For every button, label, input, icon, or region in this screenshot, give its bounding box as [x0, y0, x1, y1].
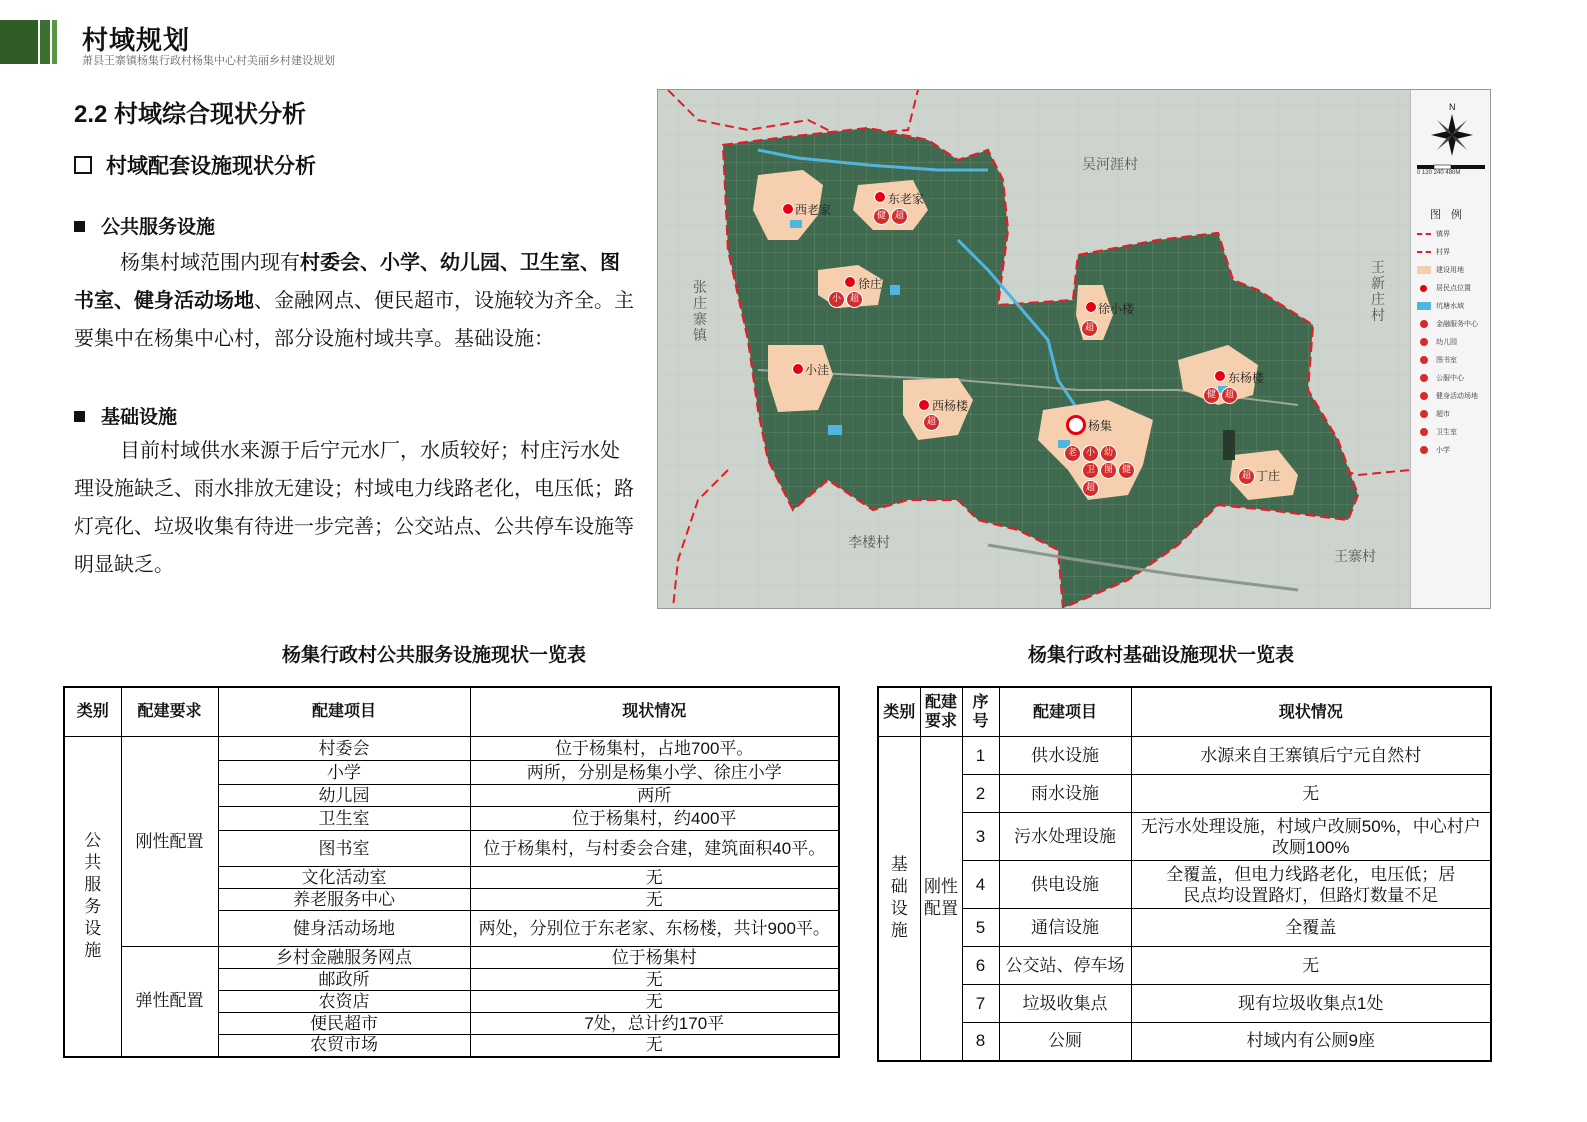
item-cell: 乡村金融服务网点	[218, 947, 470, 969]
number-cell: 5	[962, 909, 999, 947]
status-cell: 无	[470, 867, 839, 889]
section-heading: 2.2 村域综合现状分析	[74, 101, 307, 128]
status-cell: 无	[470, 1035, 839, 1057]
map-label-wangzhai: 王寨村	[1334, 549, 1376, 565]
public-table-title: 杨集行政村公共服务设施现状一览表	[282, 645, 587, 666]
market-icon: 超	[1081, 320, 1098, 337]
map-label-donglaojia: 东老家	[888, 192, 925, 206]
legend-item-fitness: 健身活动场地	[1417, 392, 1478, 402]
village-map	[657, 89, 1491, 609]
table-row	[64, 947, 839, 969]
table-row	[878, 861, 1491, 909]
status-cell: 现有垃圾收集点1处	[1131, 985, 1491, 1023]
legend-item-kindergarten: 幼儿园	[1417, 338, 1457, 348]
settlement-pin	[792, 363, 804, 375]
page-title: 村域规划	[82, 25, 191, 55]
map-canvas	[658, 90, 1410, 608]
item-cell: 供电设施	[999, 861, 1131, 909]
infra-table-title: 杨集行政村基础设施现状一览表	[1028, 645, 1295, 666]
settlement-pin	[1085, 301, 1097, 313]
requirement-cell: 刚性配置	[121, 737, 218, 947]
map-label-xilaojia: 西老家	[795, 203, 832, 217]
table-row	[878, 1023, 1491, 1061]
item-cell: 小学	[218, 761, 470, 785]
map-label-yangji: 杨集	[1088, 419, 1113, 433]
settlement-pin	[844, 276, 856, 288]
status-cell: 无	[1131, 947, 1491, 985]
public-services-heading-text: 公共服务设施	[101, 217, 216, 238]
legend-item-public-center: 公服中心	[1417, 374, 1464, 384]
market-icon: 超	[1082, 480, 1099, 497]
item-cell: 农资店	[218, 991, 470, 1013]
school-icon: 小	[1082, 445, 1099, 462]
status-cell: 村域内有公厕9座	[1131, 1023, 1491, 1061]
requirement-cell: 刚性配置	[920, 737, 962, 1061]
item-cell: 图书室	[218, 831, 470, 867]
pond	[828, 425, 842, 435]
sub-heading	[74, 150, 316, 180]
scale-text: 0 120 240 480M	[1417, 170, 1461, 176]
map-label-dongyanglou: 东杨楼	[1228, 371, 1265, 385]
table-row	[64, 737, 839, 761]
item-cell: 邮政所	[218, 969, 470, 991]
map-label-xiaowa: 小洼	[805, 363, 830, 377]
status-cell: 水源来自王寨镇后宁元自然村	[1131, 737, 1491, 775]
legend-item-village-boundary: 村界	[1417, 248, 1450, 258]
fitness-icon: 健	[1118, 462, 1135, 479]
pond	[890, 285, 900, 295]
header-category: 类别	[64, 687, 121, 737]
fitness-icon: 健	[873, 208, 890, 225]
bullet-square-icon	[74, 411, 85, 422]
table-row	[878, 775, 1491, 813]
header-status: 现状情况	[470, 687, 839, 737]
settlement-pin	[782, 203, 794, 215]
dark-plot	[1223, 430, 1235, 460]
map-label-wuhe: 吴河涯村	[1082, 157, 1138, 173]
item-cell: 垃圾收集点	[999, 985, 1131, 1023]
header-category: 类别	[878, 687, 920, 737]
legend-item-school: 小学	[1417, 446, 1450, 456]
public-services-table	[63, 686, 840, 1058]
map-legend-panel	[1410, 90, 1491, 608]
status-cell: 无	[470, 889, 839, 911]
map-label-wangxinzhuang: 王新庄村	[1371, 260, 1385, 324]
header-requirement: 配建要求	[121, 687, 218, 737]
number-cell: 3	[962, 813, 999, 861]
elderly-icon: 老	[1064, 445, 1081, 462]
status-cell: 两处，分别位于东老家、东杨楼，共计900平。	[470, 911, 839, 947]
map-label-lilou: 李楼村	[848, 535, 890, 551]
table-row	[878, 909, 1491, 947]
status-cell: 7处，总计约170平	[470, 1013, 839, 1035]
item-cell: 公交站、停车场	[999, 947, 1131, 985]
header-status: 现状情况	[1131, 687, 1491, 737]
item-cell: 便民超市	[218, 1013, 470, 1035]
market-icon: 超	[923, 414, 940, 431]
map-label-xuxiaolou: 徐小楼	[1098, 302, 1135, 316]
item-cell: 通信设施	[999, 909, 1131, 947]
status-cell: 位于杨集村，与村委会合建，建筑面积40平。	[470, 831, 839, 867]
item-cell: 污水处理设施	[999, 813, 1131, 861]
table-row	[878, 985, 1491, 1023]
page-subtitle: 萧县王寨镇杨集行政村杨集中心村美丽乡村建设规划	[82, 55, 335, 67]
infrastructure-heading-text: 基础设施	[101, 407, 178, 428]
infrastructure-heading	[74, 402, 177, 429]
public-services-text-bold: 村委会、小学、幼儿园、卫生室、图书室、健身活动场地	[74, 252, 620, 312]
market-icon: 超	[1238, 468, 1255, 485]
header-item: 配建项目	[999, 687, 1131, 737]
clinic-icon: 卫	[1082, 462, 1099, 479]
fitness-icon: 健	[1203, 387, 1220, 404]
status-cell: 位于杨集村，约400平	[470, 807, 839, 831]
legend-item-clinic: 卫生室	[1417, 428, 1457, 438]
number-cell: 2	[962, 775, 999, 813]
status-cell: 无	[1131, 775, 1491, 813]
header-requirement: 配建要求	[920, 687, 962, 737]
category-cell: 公共服务设施	[64, 737, 121, 1057]
number-cell: 7	[962, 985, 999, 1023]
table-row	[878, 737, 1491, 775]
item-cell: 文化活动室	[218, 867, 470, 889]
item-cell: 农贸市场	[218, 1035, 470, 1057]
item-cell: 健身活动场地	[218, 911, 470, 947]
item-cell: 雨水设施	[999, 775, 1131, 813]
item-cell: 养老服务中心	[218, 889, 470, 911]
pond	[790, 220, 802, 228]
table-row	[878, 947, 1491, 985]
map-label-xiyanglou: 西杨楼	[932, 399, 969, 413]
number-cell: 4	[962, 861, 999, 909]
legend-item-finance: 金融服务中心	[1417, 320, 1478, 330]
category-cell: 基础设施	[878, 737, 920, 1061]
status-cell: 位于杨集村	[470, 947, 839, 969]
market-icon: 超	[846, 291, 863, 308]
checkbox-square-icon	[74, 156, 92, 174]
legend-item-town-boundary: 镇界	[1417, 230, 1450, 240]
item-cell: 供水设施	[999, 737, 1131, 775]
kindergarten-icon: 幼	[1100, 445, 1117, 462]
legend-item-construction: 建设用地	[1417, 266, 1464, 276]
legend-item-market: 超市	[1417, 410, 1450, 420]
library-icon: 图	[1100, 462, 1117, 479]
requirement-cell: 弹性配置	[121, 947, 218, 1057]
status-cell: 无污水处理设施，村域户改厕50%，中心村户改厕100%	[1131, 813, 1491, 861]
status-cell: 两所	[470, 785, 839, 807]
table-header-row	[878, 687, 1491, 737]
settlement-pin	[874, 191, 886, 203]
settlement-pin	[918, 399, 930, 411]
header-logo-block	[0, 20, 62, 64]
number-cell: 1	[962, 737, 999, 775]
center-village-icon	[1066, 415, 1086, 435]
item-cell: 公厕	[999, 1023, 1131, 1061]
market-icon: 超	[1221, 387, 1238, 404]
school-icon: 小	[828, 291, 845, 308]
public-services-heading	[74, 212, 215, 239]
public-services-text-prefix: 杨集村域范围内现有	[120, 252, 300, 274]
table-header-row	[64, 687, 839, 737]
bullet-square-icon	[74, 221, 85, 232]
status-cell: 全覆盖，但电力线路老化，电压低；居民点均设置路灯，但路灯数量不足	[1131, 861, 1491, 909]
sub-heading-text: 村域配套设施现状分析	[106, 155, 316, 178]
infrastructure-text: 目前村域供水来源于后宁元水厂，水质较好；村庄污水处理设施缺乏、雨水排放无建设；村域电力线路老化，电压低；路灯亮化、垃圾收集有待进一步完善；公交站点、公共停车设施等明显缺乏。	[74, 440, 634, 576]
map-label-xuzhuang: 徐庄	[858, 277, 883, 291]
header-number: 序号	[962, 687, 999, 737]
header-item: 配建项目	[218, 687, 470, 737]
map-label-zhangzhuang: 张庄寨镇	[693, 280, 707, 344]
table-row	[878, 813, 1491, 861]
legend-item-library: 图书室	[1417, 356, 1457, 366]
item-cell: 村委会	[218, 737, 470, 761]
public-services-paragraph	[74, 244, 634, 358]
status-cell: 位于杨集村，占地700平。	[470, 737, 839, 761]
map-label-dingzhuang: 丁庄	[1256, 469, 1281, 483]
public-services-text-suffix: 、金融网点、便民超市，设施较为齐全。主要集中在杨集中心村，部分设施村域共享。基础设施：	[74, 290, 634, 350]
settlement-pin	[1214, 370, 1226, 382]
number-cell: 6	[962, 947, 999, 985]
compass-rose-icon	[1429, 112, 1475, 158]
status-cell: 无	[470, 969, 839, 991]
infrastructure-table	[877, 686, 1492, 1062]
legend-title: 图例	[1430, 209, 1472, 221]
market-icon: 超	[891, 208, 908, 225]
status-cell: 全覆盖	[1131, 909, 1491, 947]
north-label: N	[1449, 102, 1456, 112]
legend-item-water: 坑塘水域	[1417, 302, 1464, 312]
legend-item-settlement: 居民点位置	[1417, 284, 1471, 294]
number-cell: 8	[962, 1023, 999, 1061]
item-cell: 幼儿园	[218, 785, 470, 807]
status-cell: 两所，分别是杨集小学、徐庄小学	[470, 761, 839, 785]
status-cell: 无	[470, 991, 839, 1013]
item-cell: 卫生室	[218, 807, 470, 831]
infrastructure-paragraph	[74, 432, 634, 584]
